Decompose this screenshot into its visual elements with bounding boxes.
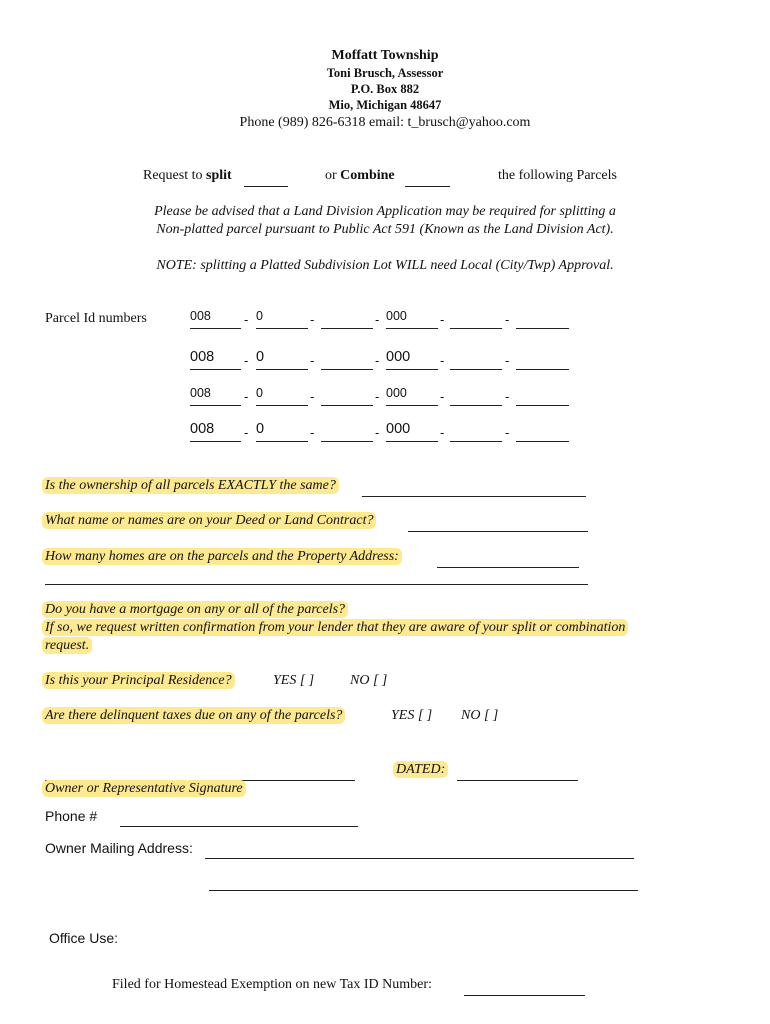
parcel-4-segment-5[interactable]: [450, 421, 502, 442]
parcel-2-segment-5[interactable]: [450, 349, 502, 370]
parcel-1-segment-6[interactable]: [516, 308, 569, 329]
signature-field[interactable]: [45, 762, 355, 781]
taxes-yes-option[interactable]: YES [ ]: [391, 708, 433, 723]
parcel-4-segment-1[interactable]: 008: [190, 421, 241, 442]
city-address: Mio, Michigan 48647: [328, 98, 442, 112]
mortgage-note-row-2: [42, 638, 92, 654]
mortgage-question: Do you have a mortgage on any or all of the parcels?: [42, 601, 348, 618]
mortgage-answer[interactable]: [374, 601, 585, 620]
combine-prefix: or: [325, 168, 341, 183]
parcel-separator: -: [310, 389, 315, 404]
combine-field[interactable]: [405, 168, 450, 187]
ownership-answer[interactable]: [362, 478, 586, 497]
parcel-3-segment-6[interactable]: [516, 385, 569, 406]
ownership-question: Is the ownership of all parcels EXACTLY the same?: [42, 477, 339, 494]
parcel-separator: -: [505, 312, 510, 327]
parcel-separator: -: [440, 389, 445, 404]
dated-field[interactable]: [457, 762, 578, 781]
ownership-question-row: [42, 478, 339, 494]
mortgage-note-2: request.: [42, 637, 92, 654]
parcel-separator: -: [375, 312, 380, 327]
property-address-answer[interactable]: [45, 566, 588, 585]
parcel-3-segment-5[interactable]: [450, 385, 502, 406]
split-request: [143, 168, 232, 184]
homestead-tax-id-field[interactable]: [464, 977, 585, 996]
mortgage-question-row: [42, 602, 348, 618]
homestead-label: Filed for Homestead Exemption on new Tax ID Number:: [112, 977, 432, 992]
homes-question-row: [42, 549, 402, 565]
parcel-1-segment-5[interactable]: [450, 308, 502, 329]
mailing-address-field-2[interactable]: [209, 872, 638, 891]
mortgage-note-1: If so, we request written confirmation from your lender that they are aware of your split or combination: [42, 619, 628, 636]
parcel-1-segment-4[interactable]: 000: [386, 308, 438, 329]
principal-question-row: [42, 673, 235, 689]
parcel-2-segment-1[interactable]: 008: [190, 349, 241, 370]
signature-label-row: [42, 781, 246, 797]
split-field[interactable]: [244, 168, 288, 187]
principal-yes-option[interactable]: YES [ ]: [273, 673, 315, 688]
dated-label: DATED:: [393, 761, 448, 778]
parcel-3-segment-4[interactable]: 000: [386, 385, 438, 406]
principal-question: Is this your Principal Residence?: [42, 672, 235, 689]
taxes-question: Are there delinquent taxes due on any of the parcels?: [42, 707, 345, 724]
parcel-4-segment-3[interactable]: [321, 421, 373, 442]
parcel-separator: -: [440, 353, 445, 368]
homes-question: How many homes are on the parcels and the Property Address:: [42, 548, 402, 565]
parcel-separator: -: [310, 353, 315, 368]
contact-line: Phone (989) 826-6318 email: t_brusch@yahoo.com: [239, 115, 531, 130]
dated-label-row: [393, 762, 448, 778]
parcel-separator: -: [375, 425, 380, 440]
parcel-separator: -: [505, 389, 510, 404]
parcel-2-segment-6[interactable]: [516, 349, 569, 370]
parcel-1-segment-1[interactable]: 008: [190, 308, 241, 329]
notice-line-1: Please be advised that a Land Division Application may be required for splitting a: [154, 204, 616, 219]
mailing-address-field[interactable]: [205, 840, 634, 859]
platted-note: NOTE: splitting a Platted Subdivision Lot WILL need Local (City/Twp) Approval.: [156, 258, 614, 273]
parcel-separator: -: [375, 389, 380, 404]
parcel-3-segment-2[interactable]: 0: [256, 385, 308, 406]
phone-field[interactable]: [120, 808, 358, 827]
po-box: P.O. Box 882: [350, 82, 420, 96]
deed-question-row: [42, 513, 376, 529]
combine-request: [325, 168, 395, 184]
parcel-separator: -: [310, 425, 315, 440]
township-name: Moffatt Township: [331, 48, 439, 63]
mortgage-note-row-1: [42, 620, 628, 636]
parcel-separator: -: [505, 353, 510, 368]
office-use-label: Office Use:: [49, 930, 118, 946]
parcel-separator: -: [244, 353, 249, 368]
parcel-separator: -: [375, 353, 380, 368]
notice-line-2: Non-platted parcel pursuant to Public Act 591 (Known as the Land Division Act).: [156, 222, 614, 237]
parcel-separator: -: [440, 425, 445, 440]
parcel-separator: -: [505, 425, 510, 440]
taxes-question-row: [42, 708, 345, 724]
parcel-2-segment-3[interactable]: [321, 349, 373, 370]
taxes-no-option[interactable]: NO [ ]: [461, 708, 499, 723]
combine-word: Combine: [340, 168, 395, 183]
parcel-separator: -: [244, 312, 249, 327]
parcel-4-segment-2[interactable]: 0: [256, 421, 308, 442]
parcel-4-segment-6[interactable]: [516, 421, 569, 442]
parcel-2-segment-4[interactable]: 000: [386, 349, 438, 370]
parcel-3-segment-1[interactable]: 008: [190, 385, 241, 406]
parcel-separator: -: [440, 312, 445, 327]
signature-label: Owner or Representative Signature: [42, 780, 246, 797]
phone-label: Phone #: [45, 808, 98, 824]
split-word: split: [206, 168, 232, 183]
deed-question: What name or names are on your Deed or Land Contract?: [42, 512, 376, 529]
parcel-separator: -: [244, 425, 249, 440]
parcel-separator: -: [244, 389, 249, 404]
parcel-id-label: Parcel Id numbers: [45, 311, 147, 326]
parcel-1-segment-2[interactable]: 0: [256, 308, 308, 329]
parcel-4-segment-4[interactable]: 000: [386, 421, 438, 442]
assessor-name: Toni Brusch, Assessor: [326, 66, 444, 80]
split-prefix: Request to: [143, 168, 206, 183]
parcel-2-segment-2[interactable]: 0: [256, 349, 308, 370]
mailing-address-label: Owner Mailing Address:: [45, 840, 193, 856]
parcel-separator: -: [310, 312, 315, 327]
principal-no-option[interactable]: NO [ ]: [350, 673, 388, 688]
deed-answer[interactable]: [408, 513, 588, 532]
parcel-1-segment-3[interactable]: [321, 308, 373, 329]
request-suffix: the following Parcels: [498, 168, 617, 183]
parcel-3-segment-3[interactable]: [321, 385, 373, 406]
